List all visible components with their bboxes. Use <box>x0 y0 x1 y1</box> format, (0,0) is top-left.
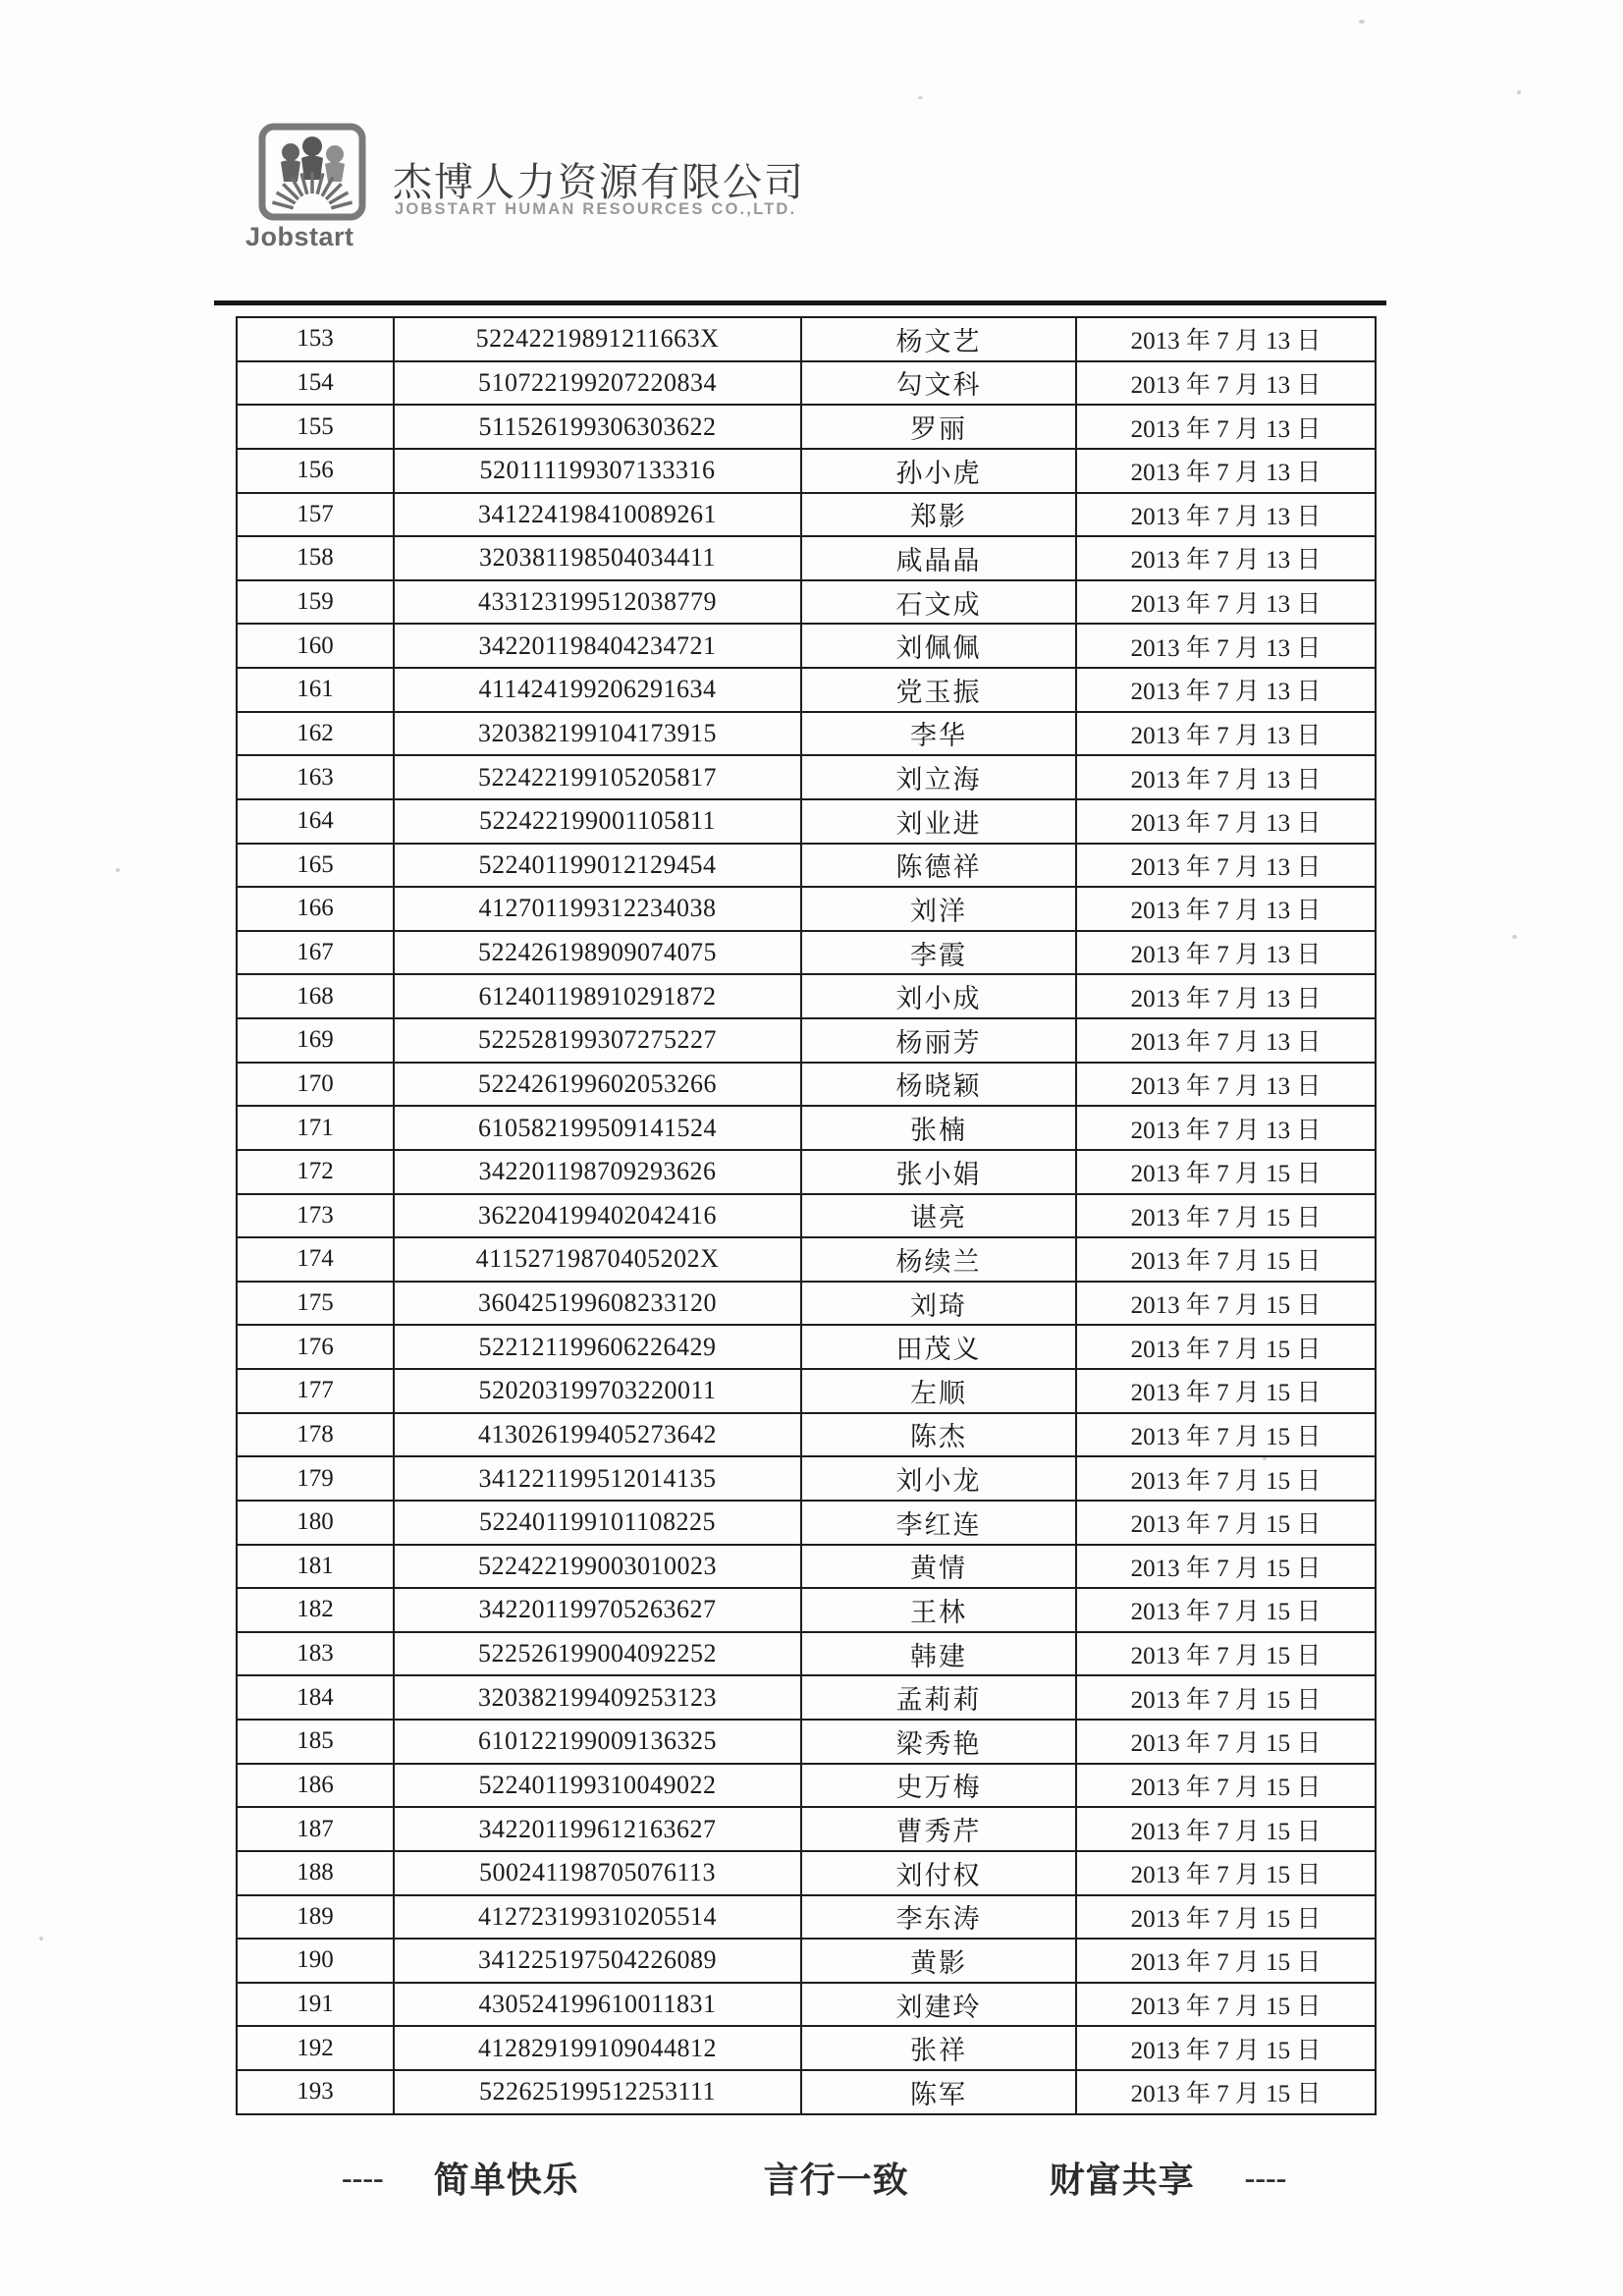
cell-id-number: 522121199606226429 <box>394 1325 801 1369</box>
cell-id-number: 522422199003010023 <box>394 1545 801 1589</box>
cell-date: 2013 年 7 月 15 日 <box>1076 1369 1376 1413</box>
cell-name: 咸晶晶 <box>801 536 1076 580</box>
table-row <box>237 1150 1376 1194</box>
table-row <box>237 1237 1376 1282</box>
cell-id-number: 522401199310049022 <box>394 1764 801 1808</box>
cell-id-number: 511526199306303622 <box>394 405 801 449</box>
cell-date: 2013 年 7 月 13 日 <box>1076 1106 1376 1150</box>
cell-id-number: 510722199207220834 <box>394 361 801 406</box>
cell-id-number: 522422199105205817 <box>394 755 801 799</box>
cell-name: 杨丽芳 <box>801 1018 1076 1063</box>
cell-name: 李华 <box>801 712 1076 756</box>
cell-name: 勾文科 <box>801 361 1076 406</box>
cell-row-number: 166 <box>237 887 394 931</box>
cell-date: 2013 年 7 月 15 日 <box>1076 1983 1376 2027</box>
cell-name: 刘佩佩 <box>801 624 1076 668</box>
table-row <box>237 1063 1376 1107</box>
cell-id-number: 610582199509141524 <box>394 1106 801 1150</box>
table-row <box>237 1720 1376 1764</box>
cell-date: 2013 年 7 月 15 日 <box>1076 2070 1376 2114</box>
cell-id-number: 522426199602053266 <box>394 1063 801 1107</box>
cell-row-number: 167 <box>237 931 394 975</box>
cell-name: 黄影 <box>801 1939 1076 1983</box>
footer-motto-3: 财富共享 <box>1049 2160 1195 2200</box>
cell-id-number: 412829199109044812 <box>394 2026 801 2070</box>
cell-name: 李红连 <box>801 1501 1076 1545</box>
cell-row-number: 190 <box>237 1939 394 1983</box>
cell-name: 罗丽 <box>801 405 1076 449</box>
company-name-english: JOBSTART HUMAN RESOURCES CO.,LTD. <box>395 200 797 218</box>
cell-date: 2013 年 7 月 13 日 <box>1076 1063 1376 1107</box>
cell-id-number: 522528199307275227 <box>394 1018 801 1063</box>
cell-id-number: 342201198404234721 <box>394 624 801 668</box>
cell-date: 2013 年 7 月 15 日 <box>1076 1720 1376 1764</box>
table-row <box>237 2070 1376 2114</box>
table-row <box>237 1807 1376 1851</box>
cell-name: 刘洋 <box>801 887 1076 931</box>
cell-row-number: 168 <box>237 974 394 1018</box>
cell-date: 2013 年 7 月 13 日 <box>1076 624 1376 668</box>
table-row <box>237 317 1376 361</box>
cell-row-number: 156 <box>237 449 394 493</box>
table-row <box>237 1325 1376 1369</box>
cell-row-number: 193 <box>237 2070 394 2114</box>
cell-row-number: 181 <box>237 1545 394 1589</box>
cell-row-number: 191 <box>237 1983 394 2027</box>
cell-name: 刘业进 <box>801 799 1076 844</box>
cell-name: 孟莉莉 <box>801 1675 1076 1720</box>
cell-row-number: 185 <box>237 1720 394 1764</box>
cell-date: 2013 年 7 月 15 日 <box>1076 1807 1376 1851</box>
table-row <box>237 1939 1376 1983</box>
footer-motto-1: 简单快乐 <box>433 2160 579 2200</box>
table-row <box>237 1106 1376 1150</box>
cell-name: 黄情 <box>801 1545 1076 1589</box>
table-row <box>237 1369 1376 1413</box>
cell-row-number: 171 <box>237 1106 394 1150</box>
cell-id-number: 522401199012129454 <box>394 844 801 888</box>
table-row <box>237 712 1376 756</box>
cell-row-number: 161 <box>237 668 394 712</box>
cell-id-number: 500241198705076113 <box>394 1851 801 1895</box>
cell-row-number: 153 <box>237 317 394 361</box>
cell-name: 杨晓颖 <box>801 1063 1076 1107</box>
cell-date: 2013 年 7 月 13 日 <box>1076 887 1376 931</box>
cell-date: 2013 年 7 月 13 日 <box>1076 1018 1376 1063</box>
cell-date: 2013 年 7 月 15 日 <box>1076 1413 1376 1457</box>
cell-name: 刘小成 <box>801 974 1076 1018</box>
cell-row-number: 189 <box>237 1895 394 1940</box>
cell-name: 石文成 <box>801 580 1076 625</box>
cell-date: 2013 年 7 月 15 日 <box>1076 1764 1376 1808</box>
cell-name: 李东涛 <box>801 1895 1076 1940</box>
table-row <box>237 931 1376 975</box>
cell-id-number: 342201199612163627 <box>394 1807 801 1851</box>
cell-row-number: 186 <box>237 1764 394 1808</box>
cell-row-number: 192 <box>237 2026 394 2070</box>
cell-name: 孙小虎 <box>801 449 1076 493</box>
cell-row-number: 173 <box>237 1194 394 1238</box>
cell-row-number: 154 <box>237 361 394 406</box>
cell-id-number: 342201199705263627 <box>394 1588 801 1632</box>
company-name-chinese: 杰博人力资源有限公司 <box>393 161 805 204</box>
cell-id-number: 522401199101108225 <box>394 1501 801 1545</box>
cell-id-number: 320381198504034411 <box>394 536 801 580</box>
table-row <box>237 449 1376 493</box>
scan-speck <box>1517 90 1521 94</box>
table-row <box>237 1764 1376 1808</box>
cell-date: 2013 年 7 月 15 日 <box>1076 1851 1376 1895</box>
table-row <box>237 1501 1376 1545</box>
cell-id-number: 430524199610011831 <box>394 1983 801 2027</box>
cell-date: 2013 年 7 月 13 日 <box>1076 844 1376 888</box>
cell-id-number: 341224198410089261 <box>394 493 801 537</box>
cell-row-number: 180 <box>237 1501 394 1545</box>
cell-row-number: 157 <box>237 493 394 537</box>
footer-motto-2: 言行一致 <box>763 2160 909 2200</box>
table-row <box>237 974 1376 1018</box>
cell-row-number: 169 <box>237 1018 394 1063</box>
table-row <box>237 1018 1376 1063</box>
table-row <box>237 799 1376 844</box>
cell-row-number: 162 <box>237 712 394 756</box>
scan-speck <box>116 868 120 872</box>
cell-name: 刘小龙 <box>801 1456 1076 1501</box>
cell-name: 陈军 <box>801 2070 1076 2114</box>
cell-name: 梁秀艳 <box>801 1720 1076 1764</box>
table-row <box>237 668 1376 712</box>
scan-speck <box>39 1937 43 1941</box>
cell-row-number: 164 <box>237 799 394 844</box>
scan-speck <box>1263 1457 1267 1460</box>
cell-id-number: 520203199703220011 <box>394 1369 801 1413</box>
cell-row-number: 165 <box>237 844 394 888</box>
table-row <box>237 1588 1376 1632</box>
cell-id-number: 362204199402042416 <box>394 1194 801 1238</box>
cell-row-number: 174 <box>237 1237 394 1282</box>
cell-id-number: 341225197504226089 <box>394 1939 801 1983</box>
cell-id-number: 520111199307133316 <box>394 449 801 493</box>
cell-name: 李霞 <box>801 931 1076 975</box>
cell-row-number: 159 <box>237 580 394 625</box>
footer-dash-right: ---- <box>1244 2159 1287 2195</box>
cell-name: 陈德祥 <box>801 844 1076 888</box>
cell-id-number: 411424199206291634 <box>394 668 801 712</box>
cell-row-number: 188 <box>237 1851 394 1895</box>
cell-date: 2013 年 7 月 13 日 <box>1076 712 1376 756</box>
cell-date: 2013 年 7 月 13 日 <box>1076 317 1376 361</box>
cell-row-number: 176 <box>237 1325 394 1369</box>
cell-id-number: 412701199312234038 <box>394 887 801 931</box>
cell-id-number: 342201198709293626 <box>394 1150 801 1194</box>
cell-date: 2013 年 7 月 15 日 <box>1076 2026 1376 2070</box>
cell-id-number: 522422199001105811 <box>394 799 801 844</box>
scan-speck <box>1512 935 1517 939</box>
cell-row-number: 160 <box>237 624 394 668</box>
cell-name: 张楠 <box>801 1106 1076 1150</box>
cell-row-number: 183 <box>237 1632 394 1676</box>
roster-table-body <box>237 317 1376 2114</box>
cell-id-number: 320382199104173915 <box>394 712 801 756</box>
roster-table <box>236 316 1377 2115</box>
cell-name: 杨续兰 <box>801 1237 1076 1282</box>
cell-id-number: 52242219891211663X <box>394 317 801 361</box>
cell-date: 2013 年 7 月 15 日 <box>1076 1194 1376 1238</box>
cell-date: 2013 年 7 月 15 日 <box>1076 1675 1376 1720</box>
cell-id-number: 522625199512253111 <box>394 2070 801 2114</box>
table-row <box>237 1851 1376 1895</box>
table-row <box>237 624 1376 668</box>
cell-row-number: 179 <box>237 1456 394 1501</box>
table-row <box>237 755 1376 799</box>
cell-name: 韩建 <box>801 1632 1076 1676</box>
cell-name: 刘付权 <box>801 1851 1076 1895</box>
cell-date: 2013 年 7 月 15 日 <box>1076 1588 1376 1632</box>
table-row <box>237 1282 1376 1326</box>
cell-id-number: 412723199310205514 <box>394 1895 801 1940</box>
cell-name: 张小娟 <box>801 1150 1076 1194</box>
cell-name: 刘建玲 <box>801 1983 1076 2027</box>
cell-date: 2013 年 7 月 13 日 <box>1076 580 1376 625</box>
cell-name: 曹秀芹 <box>801 1807 1076 1851</box>
company-logo <box>258 122 366 222</box>
cell-row-number: 163 <box>237 755 394 799</box>
table-row <box>237 1983 1376 2027</box>
cell-date: 2013 年 7 月 13 日 <box>1076 668 1376 712</box>
table-row <box>237 1632 1376 1676</box>
cell-name: 谌亮 <box>801 1194 1076 1238</box>
cell-date: 2013 年 7 月 13 日 <box>1076 974 1376 1018</box>
cell-date: 2013 年 7 月 13 日 <box>1076 931 1376 975</box>
cell-date: 2013 年 7 月 15 日 <box>1076 1325 1376 1369</box>
cell-date: 2013 年 7 月 13 日 <box>1076 799 1376 844</box>
cell-id-number: 433123199512038779 <box>394 580 801 625</box>
cell-id-number: 522526199004092252 <box>394 1632 801 1676</box>
cell-id-number: 413026199405273642 <box>394 1413 801 1457</box>
cell-date: 2013 年 7 月 13 日 <box>1076 405 1376 449</box>
cell-row-number: 175 <box>237 1282 394 1326</box>
cell-name: 史万梅 <box>801 1764 1076 1808</box>
cell-date: 2013 年 7 月 15 日 <box>1076 1282 1376 1326</box>
cell-name: 党玉振 <box>801 668 1076 712</box>
cell-name: 张祥 <box>801 2026 1076 2070</box>
cell-id-number: 41152719870405202X <box>394 1237 801 1282</box>
table-row <box>237 1456 1376 1501</box>
cell-row-number: 158 <box>237 536 394 580</box>
cell-date: 2013 年 7 月 13 日 <box>1076 536 1376 580</box>
cell-date: 2013 年 7 月 15 日 <box>1076 1150 1376 1194</box>
cell-id-number: 610122199009136325 <box>394 1720 801 1764</box>
scan-speck <box>918 96 923 99</box>
cell-date: 2013 年 7 月 15 日 <box>1076 1456 1376 1501</box>
cell-name: 杨文艺 <box>801 317 1076 361</box>
table-row <box>237 1675 1376 1720</box>
cell-date: 2013 年 7 月 15 日 <box>1076 1545 1376 1589</box>
cell-name: 田茂义 <box>801 1325 1076 1369</box>
cell-date: 2013 年 7 月 15 日 <box>1076 1501 1376 1545</box>
cell-row-number: 155 <box>237 405 394 449</box>
cell-date: 2013 年 7 月 15 日 <box>1076 1237 1376 1282</box>
table-row <box>237 361 1376 406</box>
footer-dash-left: ---- <box>342 2159 384 2195</box>
cell-date: 2013 年 7 月 13 日 <box>1076 493 1376 537</box>
cell-date: 2013 年 7 月 15 日 <box>1076 1939 1376 1983</box>
cell-row-number: 187 <box>237 1807 394 1851</box>
table-row <box>237 2026 1376 2070</box>
cell-row-number: 182 <box>237 1588 394 1632</box>
table-row <box>237 493 1376 537</box>
cell-date: 2013 年 7 月 15 日 <box>1076 1895 1376 1940</box>
cell-date: 2013 年 7 月 15 日 <box>1076 1632 1376 1676</box>
table-row <box>237 1194 1376 1238</box>
cell-name: 陈杰 <box>801 1413 1076 1457</box>
cell-row-number: 177 <box>237 1369 394 1413</box>
header-divider-rule <box>214 301 1386 305</box>
cell-id-number: 612401198910291872 <box>394 974 801 1018</box>
cell-date: 2013 年 7 月 13 日 <box>1076 361 1376 406</box>
table-row <box>237 536 1376 580</box>
table-row <box>237 405 1376 449</box>
cell-row-number: 170 <box>237 1063 394 1107</box>
cell-row-number: 184 <box>237 1675 394 1720</box>
cell-row-number: 178 <box>237 1413 394 1457</box>
cell-name: 刘琦 <box>801 1282 1076 1326</box>
cell-name: 刘立海 <box>801 755 1076 799</box>
table-row <box>237 580 1376 625</box>
cell-id-number: 522426198909074075 <box>394 931 801 975</box>
logo-wordmark: Jobstart <box>245 222 354 251</box>
cell-id-number: 360425199608233120 <box>394 1282 801 1326</box>
table-row <box>237 844 1376 888</box>
cell-row-number: 172 <box>237 1150 394 1194</box>
cell-id-number: 341221199512014135 <box>394 1456 801 1501</box>
cell-name: 郑影 <box>801 493 1076 537</box>
cell-id-number: 320382199409253123 <box>394 1675 801 1720</box>
cell-date: 2013 年 7 月 13 日 <box>1076 449 1376 493</box>
table-row <box>237 1545 1376 1589</box>
cell-name: 王林 <box>801 1588 1076 1632</box>
scan-speck <box>1359 20 1365 24</box>
people-sunburst-icon <box>258 122 366 222</box>
table-row <box>237 887 1376 931</box>
cell-date: 2013 年 7 月 13 日 <box>1076 755 1376 799</box>
table-row <box>237 1413 1376 1457</box>
page-footer <box>342 2153 1286 2203</box>
table-row <box>237 1895 1376 1940</box>
cell-name: 左顺 <box>801 1369 1076 1413</box>
